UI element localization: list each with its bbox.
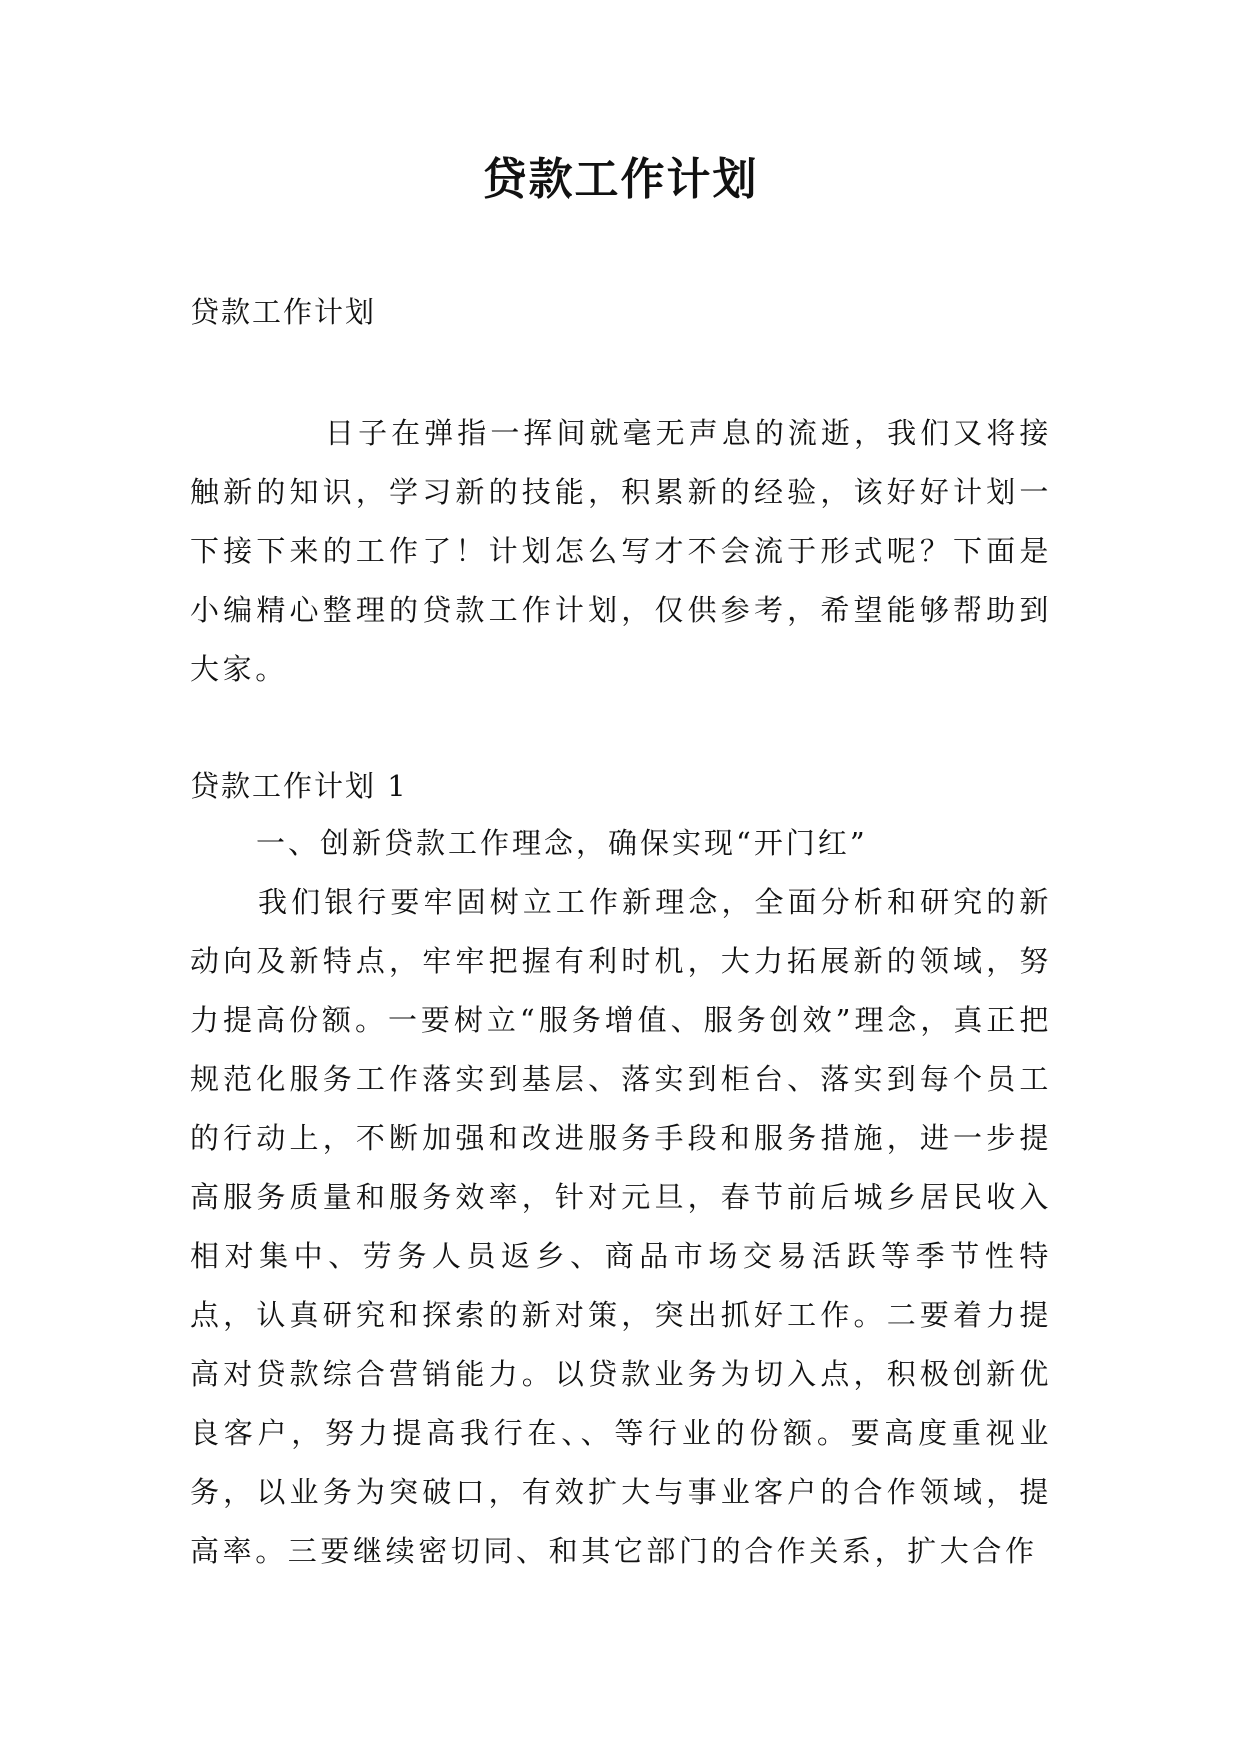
section-title: 贷款工作计划 1 bbox=[190, 769, 408, 803]
document-subtitle: 贷款工作计划 bbox=[190, 295, 377, 329]
document-title: 贷款工作计划 bbox=[482, 154, 759, 205]
intro-paragraph: 日子在弹指一挥间就毫无声息的流逝，我们又将接触新的知识，学习新的技能，积累新的经验，该好好计划一下接下来的工作了！计划怎么写才不会流于形式呢？下面是小编精心整理的贷款工作计划，仅供参考，希望能够帮助到大家。 bbox=[190, 416, 1052, 686]
body-paragraph-1: 我们银行要牢固树立工作新理念，全面分析和研究的新动向及新特点，牢牢把握有利时机，大力拓展新的领域，努力提高份额。一要树立“服务增值、服务创效”理念，真正把规范化服务工作落实到基层、落实到柜台、落实到每个员工的行动上，不断加强和改进服务手段和服务措施，进一步提高服务质量和服务效率，针对元旦，春节前后城乡居民收入相对集中、劳务人员返乡、商品市场交易活跃等季节性特点，认真研究和探索的新对策，突出抓好工作。二要着力提高对贷款综合营销能力。以贷款业务为切入点，积极创新优良客户，努力提高我行在、、等行业的份额。要高度重视业务，以业务为突破口，有效扩大与事业客户的合作领域，提高率。三要继续密切同、和其它部门的合作关系，扩大合作 bbox=[190, 885, 1052, 1568]
section-heading-1: 一、创新贷款工作理念，确保实现“开门红” bbox=[256, 826, 868, 860]
